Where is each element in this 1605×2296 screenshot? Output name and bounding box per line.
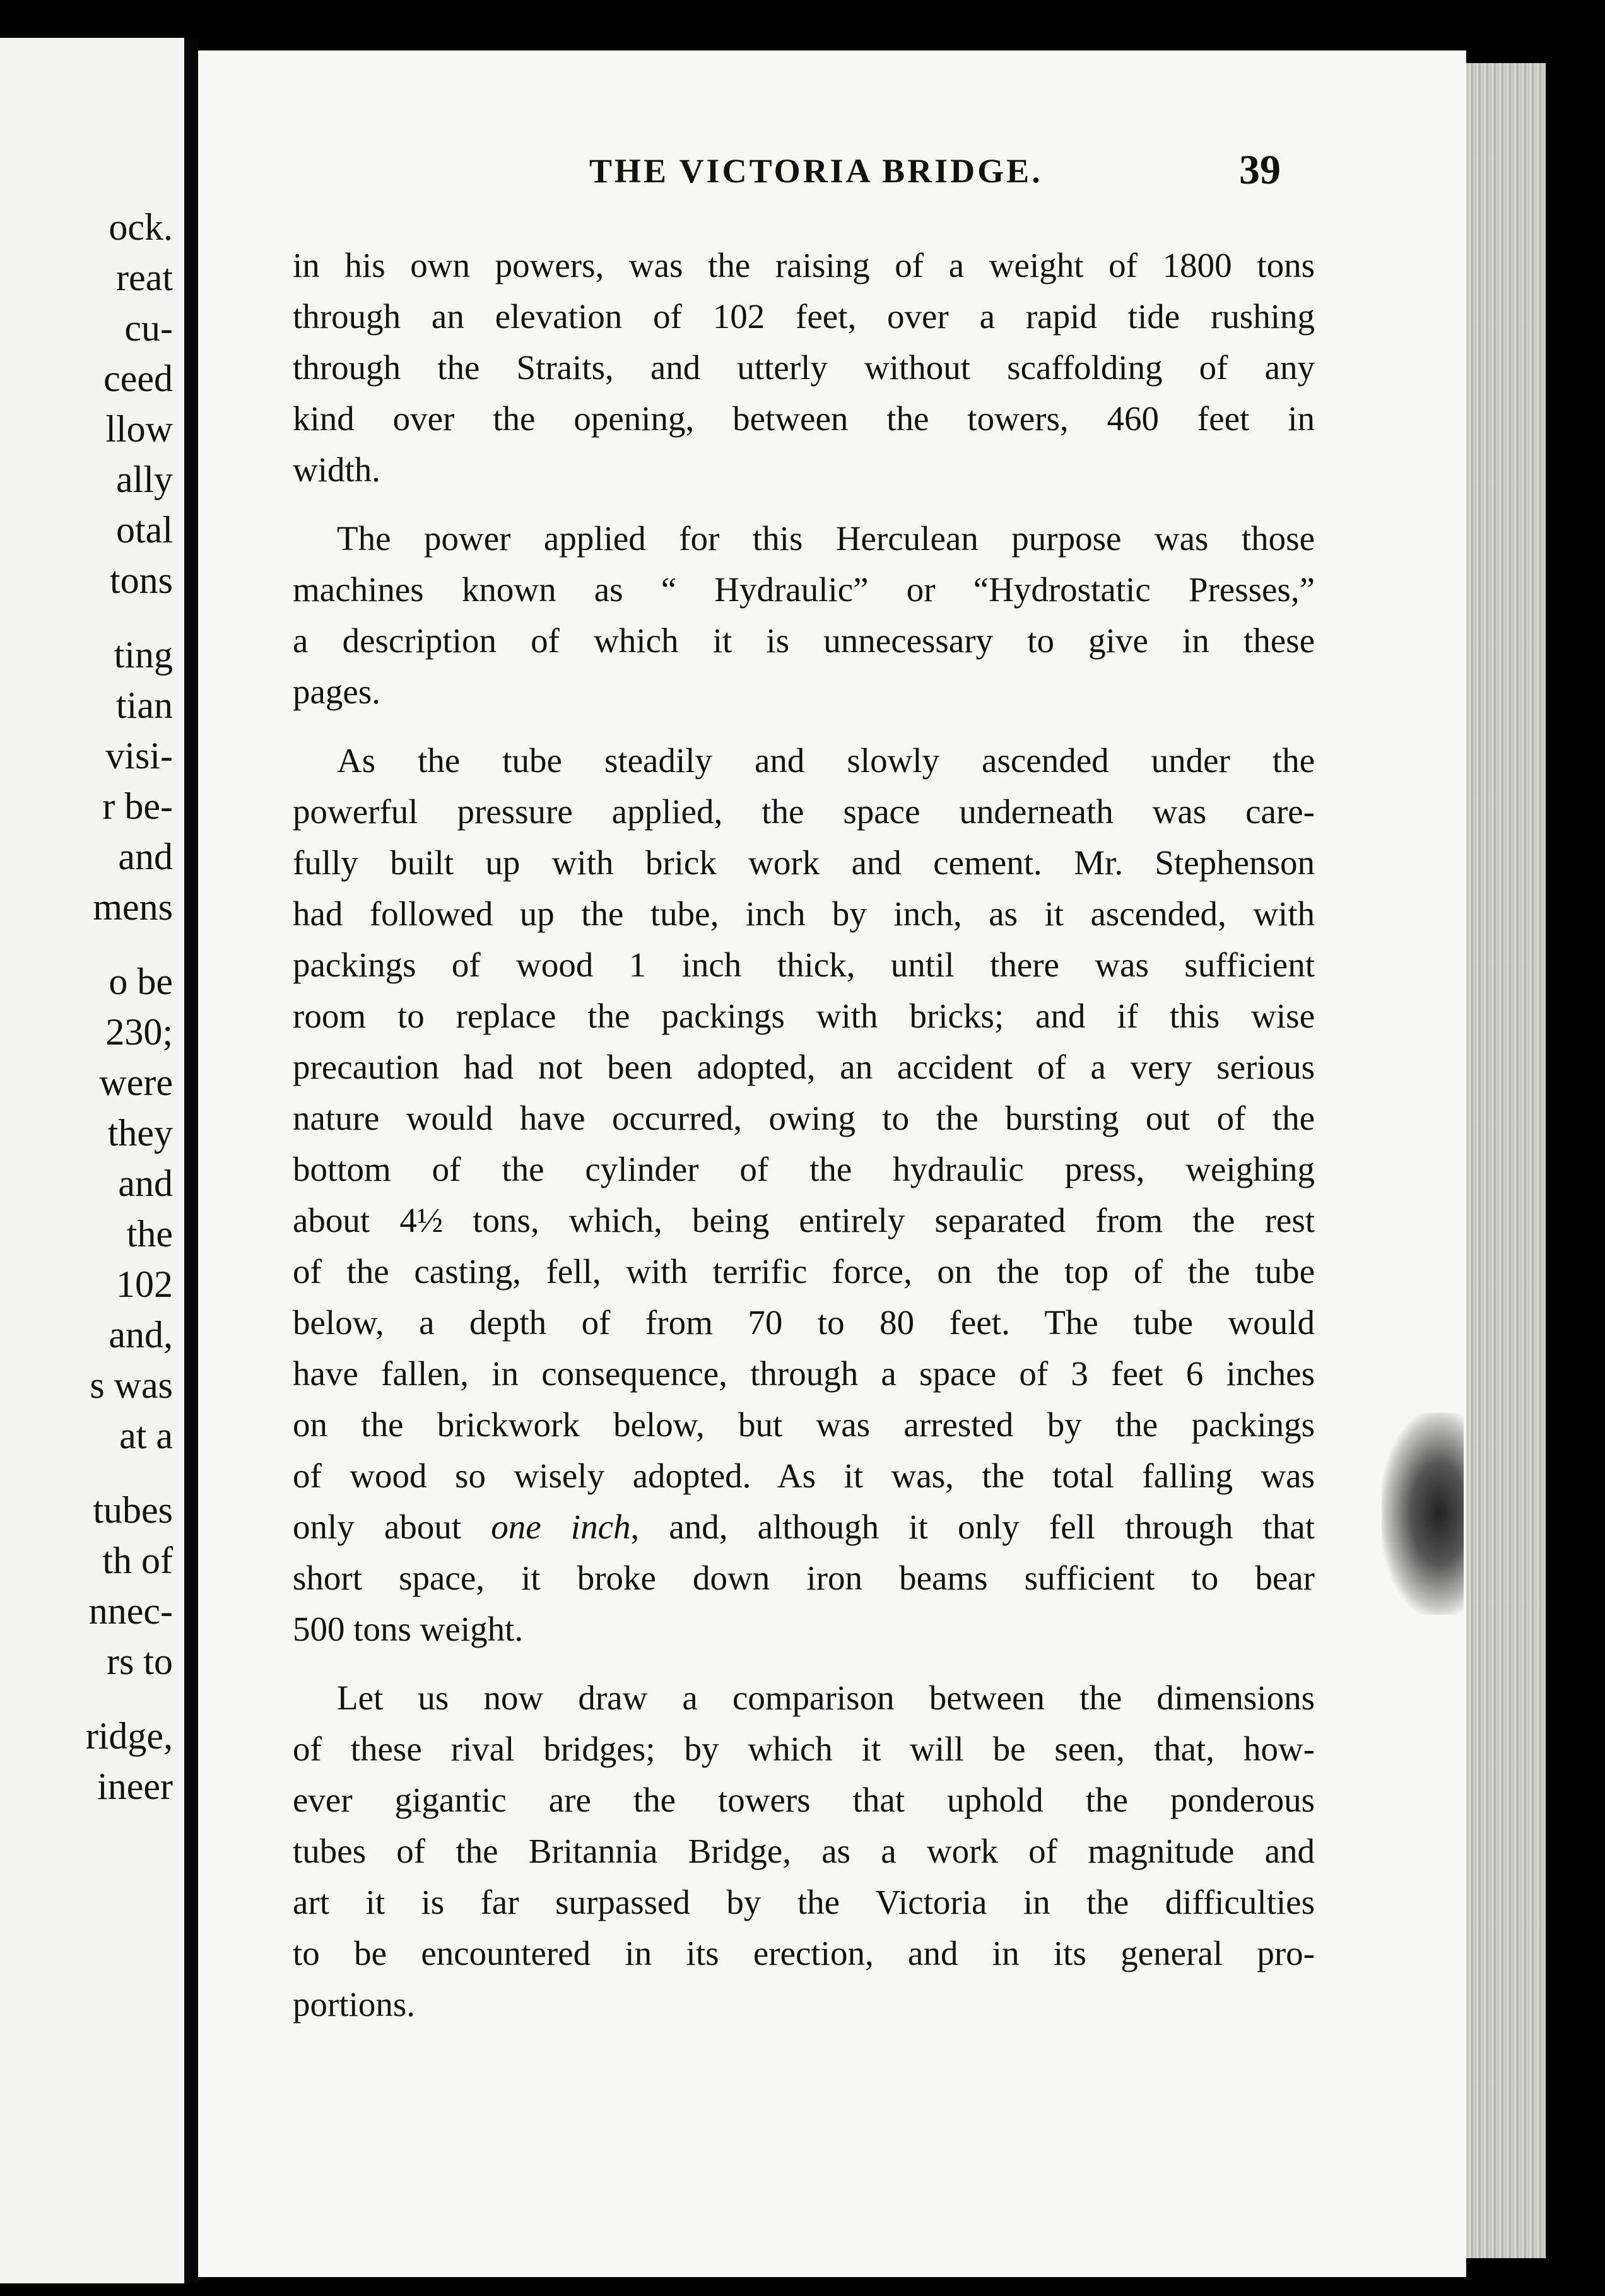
- text-line: of the casting, fell, with terrific force, on the top of the tube: [293, 1252, 1315, 1291]
- text-line: short space, it broke down iron beams sufficient to bear: [293, 1559, 1315, 1597]
- book-gutter: [184, 38, 198, 2283]
- paragraph: [293, 240, 1315, 495]
- text-line: a description of which it is unnecessary to give in these: [293, 621, 1315, 660]
- left-page-fragment: [0, 38, 184, 2283]
- left-page-line: ock.: [109, 206, 173, 248]
- left-page-line: th of: [102, 1540, 173, 1581]
- left-page-line: reat: [116, 257, 173, 298]
- text-line: portions.: [293, 1985, 416, 2024]
- text-line: through an elevation of 102 feet, over a rapid tide rushing: [293, 297, 1315, 336]
- paragraph-gap: [293, 717, 1315, 735]
- left-page-line: s was: [90, 1364, 173, 1406]
- left-page-line: 102: [116, 1263, 173, 1305]
- text-line: through the Straits, and utterly without scaffolding of any: [293, 348, 1315, 387]
- text-line: of these rival bridges; by which it will be seen, that, how-: [293, 1730, 1315, 1768]
- left-page-line: and,: [109, 1314, 173, 1356]
- left-page-line: ally: [116, 459, 173, 500]
- left-page-line: rs to: [107, 1641, 173, 1682]
- page-damage-stain: [1382, 1413, 1464, 1615]
- left-page-line: o be: [109, 961, 173, 1002]
- left-page-line: ceed: [103, 358, 173, 399]
- text-line: to be encountered in its erection, and in its general pro-: [293, 1934, 1315, 1972]
- left-page-line: nnec-: [88, 1590, 173, 1632]
- text-line: pages.: [293, 672, 380, 711]
- left-page-line: and: [118, 1163, 173, 1204]
- text-line: kind over the opening, between the towers, 460 feet in: [293, 399, 1315, 438]
- paragraph: [293, 735, 1315, 1655]
- text-line: width.: [293, 450, 381, 489]
- paragraph-gap: [293, 1655, 1315, 1672]
- text-line: on the brickwork below, but was arrested by the packings: [293, 1405, 1315, 1444]
- running-head: THE VICTORIA BRIDGE.: [589, 152, 1043, 190]
- text-line: The power applied for this Herculean purpose was those: [337, 519, 1315, 558]
- text-line: only about one inch, and, although it only fell through that: [293, 1508, 1315, 1546]
- left-page-line: mens: [93, 886, 173, 928]
- left-page-line: tian: [116, 684, 173, 726]
- text-line: 500 tons weight.: [293, 1610, 524, 1648]
- left-page-line: and: [118, 836, 173, 877]
- page-number: 39: [1239, 147, 1281, 193]
- left-page-line: otal: [116, 509, 173, 551]
- main-page: [198, 50, 1466, 2277]
- body-text: [293, 240, 1315, 2030]
- text-line: about 4½ tons, which, being entirely separated from the rest: [293, 1201, 1315, 1239]
- left-page-line: the: [126, 1213, 173, 1255]
- text-line: powerful pressure applied, the space underneath was care-: [293, 792, 1315, 831]
- text-line: ever gigantic are the towers that uphold the ponderous: [293, 1781, 1315, 1819]
- paragraph-gap: [293, 495, 1315, 513]
- text-line: art it is far surpassed by the Victoria in the difficulties: [293, 1883, 1315, 1921]
- left-page-line: they: [107, 1112, 173, 1154]
- left-page-line: cu-: [124, 307, 173, 349]
- left-page-line: r be-: [102, 785, 173, 827]
- text-line: of wood so wisely adopted. As it was, the total falling was: [293, 1456, 1315, 1495]
- text-line: precaution had not been adopted, an accident of a very serious: [293, 1048, 1315, 1086]
- paragraph: [293, 513, 1315, 717]
- text-line: room to replace the packings with bricks; and if this wise: [293, 997, 1315, 1035]
- text-line: machines known as “ Hydraulic” or “Hydrostatic Presses,”: [293, 570, 1315, 609]
- left-page-line: tons: [109, 559, 173, 601]
- text-line: bottom of the cylinder of the hydraulic press, weighing: [293, 1150, 1315, 1188]
- paragraph: [293, 1672, 1315, 2030]
- left-page-line: ridge,: [85, 1715, 173, 1757]
- left-page-line: tubes: [93, 1489, 173, 1531]
- left-page-line: visi-: [105, 735, 173, 776]
- text-line: in his own powers, was the raising of a weight of 1800 tons: [293, 246, 1315, 284]
- left-page-line: ineer: [97, 1766, 173, 1807]
- text-line: As the tube steadily and slowly ascended under the: [337, 741, 1315, 780]
- left-page-line: 230;: [105, 1011, 173, 1053]
- left-page-line: llow: [105, 408, 173, 450]
- left-page-line: ting: [114, 634, 173, 676]
- text-line: have fallen, in consequence, through a space of 3 feet 6 inches: [293, 1354, 1315, 1393]
- left-page-line: at a: [119, 1415, 173, 1456]
- text-line: Let us now draw a comparison between the dimensions: [337, 1678, 1315, 1717]
- text-line: nature would have occurred, owing to the bursting out of the: [293, 1099, 1315, 1137]
- text-line: tubes of the Britannia Bridge, as a work of magnitude and: [293, 1832, 1315, 1870]
- text-line: had followed up the tube, inch by inch, as it ascended, with: [293, 894, 1315, 933]
- left-page-line: were: [99, 1062, 173, 1103]
- text-line: packings of wood 1 inch thick, until there was sufficient: [293, 946, 1315, 984]
- text-line: below, a depth of from 70 to 80 feet. The tube would: [293, 1303, 1315, 1342]
- text-line: fully built up with brick work and cement. Mr. Stephenson: [293, 843, 1315, 882]
- page-header: [198, 147, 1466, 208]
